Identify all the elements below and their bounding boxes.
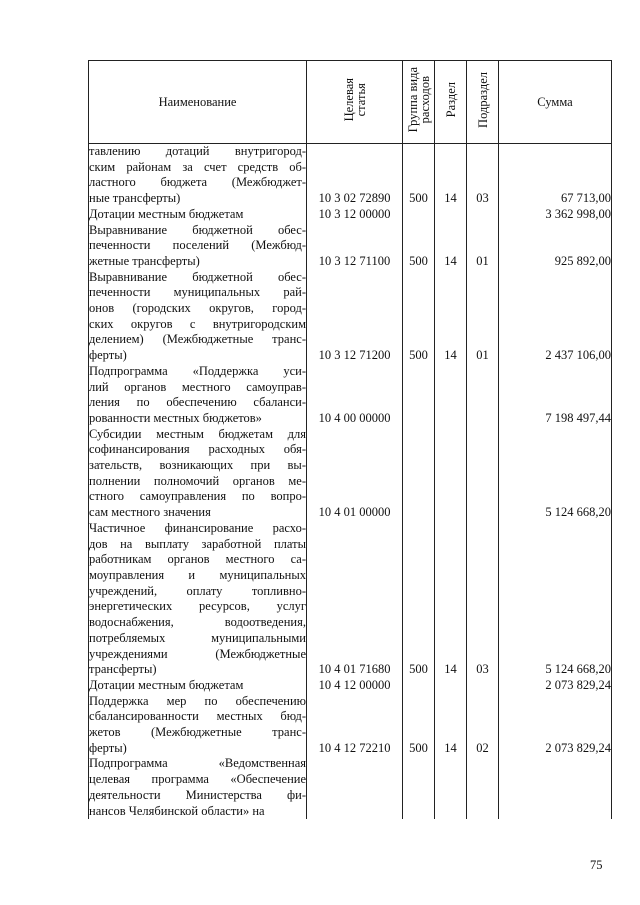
row-name-line: Дотации местным бюджетам [89,677,244,692]
row-group [403,756,435,819]
row-code: 10 4 12 72210 [307,694,403,757]
row-section: 14 [435,270,467,364]
table-row [89,756,612,819]
row-name-line: потребляемых муниципальными [89,630,306,645]
row-sum: 5 124 668,20 [499,521,612,678]
row-name-line: печенности поселений (Межбюд- [89,238,306,253]
row-section [435,678,467,694]
row-name-line: зательств, возникающих при вы- [89,458,306,473]
row-name-line: ферты) [89,348,127,363]
row-sum: 3 362 998,00 [499,207,612,223]
row-name [89,207,307,223]
row-name-line: лий органов местного самоуправ- [89,379,306,394]
row-name-line: жетные трансферты) [89,253,200,268]
row-code: 10 3 12 00000 [307,207,403,223]
row-code: 10 3 12 71100 [307,223,403,270]
row-section: 14 [435,223,467,270]
row-group: 500 [403,694,435,757]
row-section: 14 [435,694,467,757]
table-row [89,364,612,427]
row-sum: 2 073 829,24 [499,694,612,757]
row-name-line: целевая программа «Обеспечение [89,772,306,787]
row-group: 500 [403,144,435,207]
row-name [89,427,307,521]
row-section [435,364,467,427]
row-sum: 67 713,00 [499,144,612,207]
row-sum: 2 073 829,24 [499,678,612,694]
row-name-line: ластного бюджета (Межбюджет- [89,175,306,190]
header-subsection: Подраздел [467,61,499,144]
row-section [435,427,467,521]
row-name-line: печенности муниципальных рай- [89,285,306,300]
row-group: 500 [403,270,435,364]
row-code: 10 3 02 72890 [307,144,403,207]
row-name-line: водоснабжения, водоотведения, [89,615,306,630]
table-row [89,678,612,694]
row-name-line: жетов (Межбюджетные транс- [89,725,306,740]
row-name-line: сбалансированности местных бюд- [89,709,306,724]
row-group: 500 [403,521,435,678]
row-sum: 2 437 106,00 [499,270,612,364]
header-name: Наименование [89,61,307,144]
row-name-line: софинансирования расходных обя- [89,442,306,457]
row-name [89,364,307,427]
row-subsection: 01 [467,223,499,270]
row-name [89,678,307,694]
row-name-line: нансов Челябинской области» на [89,803,265,818]
row-name-line: Выравнивание бюджетной обес- [89,222,306,237]
row-name-line: сам местного значения [89,505,211,520]
row-section: 14 [435,144,467,207]
row-code: 10 4 12 00000 [307,678,403,694]
table-body [89,144,612,820]
row-name-line: Дотации местным бюджетам [89,206,244,221]
budget-table [88,60,612,819]
row-name-line: полнении полномочий органов ме- [89,473,306,488]
table-row [89,223,612,270]
row-sum [499,756,612,819]
header-section: Раздел [435,61,467,144]
table-row [89,207,612,223]
row-name-line: деятельности Министерства фи- [89,787,306,802]
row-group [403,207,435,223]
row-name-line: ских округов с внутригородским [89,316,306,331]
row-group: 500 [403,223,435,270]
row-code [307,756,403,819]
row-section [435,207,467,223]
row-sum: 925 892,00 [499,223,612,270]
row-subsection: 01 [467,270,499,364]
row-name-line: тавлению дотаций внутригород- [89,144,306,158]
row-sum: 5 124 668,20 [499,427,612,521]
row-subsection: 03 [467,521,499,678]
row-subsection [467,364,499,427]
row-subsection [467,207,499,223]
row-name-line: стного самоуправления по вопро- [89,489,306,504]
row-sum: 7 198 497,44 [499,364,612,427]
row-name-line: Субсидии местным бюджетам для [89,426,306,441]
table-row [89,144,612,207]
row-name-line: трансферты) [89,662,157,677]
row-group [403,427,435,521]
row-name-line: Частичное финансирование расхо- [89,520,306,535]
row-section [435,756,467,819]
row-name [89,270,307,364]
row-name-line: энергетических ресурсов, услуг [89,599,306,614]
row-name-line: Подпрограмма «Поддержка уси- [89,363,306,378]
row-name-line: работникам органов местного са- [89,552,306,567]
row-name [89,756,307,819]
row-name-line: ским районам за счет средств об- [89,159,306,174]
row-section: 14 [435,521,467,678]
row-code: 10 4 00 00000 [307,364,403,427]
row-name-line: делением) (Межбюджетные транс- [89,332,306,347]
row-subsection [467,427,499,521]
table-row [89,427,612,521]
row-subsection [467,756,499,819]
header-group: Группа вида расходов [403,61,435,144]
row-name [89,521,307,678]
row-code: 10 3 12 71200 [307,270,403,364]
row-name-line: Выравнивание бюджетной обес- [89,269,306,284]
row-name [89,694,307,757]
row-group [403,678,435,694]
row-name-line: дов на выплату заработной платы [89,536,306,551]
row-name-line: Подпрограмма «Ведомственная [89,756,306,771]
row-name-line: учреждениями (Межбюджетные [89,646,306,661]
row-name-line: ферты) [89,740,127,755]
row-name-line: рованности местных бюджетов» [89,410,262,425]
row-subsection: 02 [467,694,499,757]
row-subsection: 03 [467,144,499,207]
table-row [89,694,612,757]
table-row [89,521,612,678]
row-name-line: учреждений, оплату топливно- [89,583,306,598]
row-name [89,144,307,207]
row-subsection [467,678,499,694]
row-name-line: Поддержка мер по обеспечению [89,693,306,708]
row-name-line: моуправления и муниципальных [89,567,306,582]
header-sum: Сумма [499,61,612,144]
table-row [89,270,612,364]
page-number: 75 [590,858,603,872]
row-name-line: онов (городских округов, город- [89,301,306,316]
row-name [89,223,307,270]
table-header [89,61,612,144]
row-name-line: ные трансферты) [89,191,181,206]
row-code: 10 4 01 00000 [307,427,403,521]
row-code: 10 4 01 71680 [307,521,403,678]
header-code: Целевая статья [307,61,403,144]
row-name-line: ления по обеспечению сбаланси- [89,395,306,410]
row-group [403,364,435,427]
